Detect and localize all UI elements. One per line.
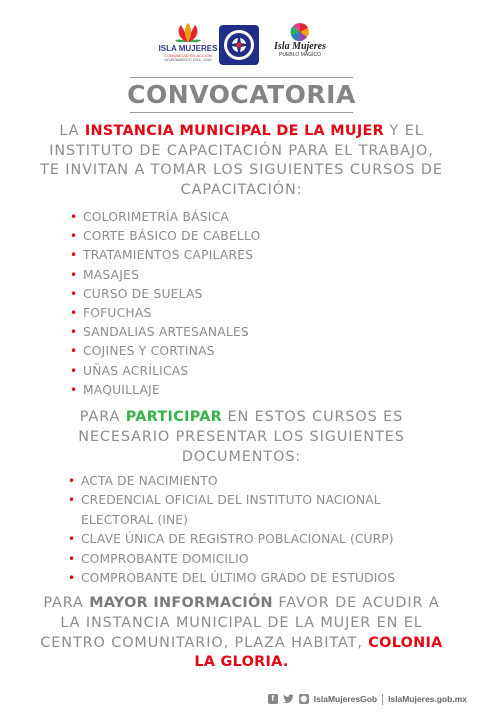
course-label: COLORIMETRÍA BÁSICA [83, 210, 229, 224]
info-highlight: MAYOR INFORMACIÓN [89, 595, 273, 611]
flower-icon [173, 22, 203, 44]
info-pre: PARA [43, 595, 90, 611]
bullet-icon: • [70, 325, 78, 340]
requirements-paragraph [40, 408, 443, 467]
participar-highlight: PARTICIPAR [125, 409, 223, 425]
facebook-icon[interactable]: f [268, 694, 278, 704]
course-label: UÑAS ACRÍLICAS [83, 363, 189, 378]
list-item [68, 472, 478, 491]
list-item [70, 304, 260, 323]
logo-left-title: ISLA MUJERES [158, 44, 218, 53]
website-link[interactable]: IslaMujeres.gob.mx [388, 694, 467, 704]
intro-pre: LA [59, 123, 85, 139]
page-title: CONVOCATORIA [127, 80, 356, 109]
list-item [68, 530, 478, 549]
intro-post: Y EL INSTITUTO DE CAPACITACIÓN PARA EL TRABAJO, TE INVITAN A TOMAR LOS SIGUIENTES CURSOS DE CAPACITACIÓN: [40, 123, 443, 198]
participar-post: EN ESTOS CURSOS ES NECESARIO PRESENTAR LOS SIGUIENTES DOCUMENTOS: [78, 409, 405, 465]
course-label: TRATAMIENTOS CAPILARES [83, 248, 254, 263]
bullet-icon: • [68, 532, 76, 547]
list-item [70, 285, 260, 304]
bullet-icon: • [70, 248, 78, 263]
document-label: CREDENCIAL OFICIAL DEL INSTITUTO NACIONAL [81, 493, 381, 508]
document-label: COMPROBANTE DEL ÚLTIMO GRADO DE ESTUDIOS [81, 571, 396, 586]
bullet-icon: • [70, 229, 78, 244]
logo-right-subtitle: PUEBLO MÁGICO [279, 52, 321, 58]
logo-left-subtitle: COMUNIDAD EN ACCIÓN [164, 53, 212, 58]
bullet-icon: • [68, 551, 76, 566]
twitter-icon[interactable] [283, 694, 294, 704]
list-item [70, 362, 260, 381]
documents-list [68, 472, 478, 588]
list-item [68, 569, 478, 588]
course-label: SANDALIAS ARTESANALES [83, 325, 249, 340]
bullet-icon: • [68, 571, 76, 586]
courses-list [70, 208, 260, 400]
participar-pre: PARA [79, 409, 126, 425]
course-label: MASAJES [83, 267, 140, 282]
bullet-icon: • [70, 306, 78, 321]
course-label: COJINES Y CORTINAS [83, 344, 215, 359]
list-item [68, 511, 478, 530]
title-bottom-rule [130, 112, 353, 113]
course-label: CURSO DE SUELAS [83, 286, 203, 301]
document-label: ACTA DE NACIMIENTO [81, 474, 218, 488]
municipal-seal [218, 24, 260, 66]
list-item [70, 342, 260, 361]
title-top-rule [130, 77, 353, 78]
course-label: MAQUILLAJE [83, 382, 160, 397]
list-item [70, 208, 260, 227]
logo-left-term: AYUNTAMIENTO 2016 - 2018 [164, 58, 212, 62]
footer-separator [382, 694, 383, 705]
document-label: COMPROBANTE DOMICILIO [81, 551, 249, 566]
bullet-icon: • [70, 344, 78, 359]
list-item [70, 227, 260, 246]
intro-highlight: INSTANCIA MUNICIPAL DE LA MUJER [84, 123, 385, 139]
footer [0, 688, 483, 710]
social-bar [268, 688, 467, 710]
document-label: CLAVE ÚNICA DE REGISTRO POBLACIONAL (CURP) [81, 532, 394, 547]
list-item [70, 323, 260, 342]
bullet-icon: • [70, 267, 78, 282]
list-item [70, 381, 260, 400]
logo-right-title: Isla Mujeres [274, 41, 326, 52]
bullet-icon: • [68, 474, 76, 488]
header-logos [0, 22, 483, 72]
bullet-icon: • [70, 210, 78, 224]
social-handle[interactable]: IslaMujeresGob [313, 694, 378, 704]
info-paragraph [40, 594, 443, 673]
course-label: CORTE BÁSICO DE CABELLO [83, 229, 261, 244]
course-label: FOFUCHAS [83, 306, 152, 321]
pueblo-magico-logo [264, 22, 336, 58]
bullet-icon: • [70, 286, 78, 301]
pinwheel-icon [289, 22, 311, 42]
intro-paragraph [40, 122, 443, 200]
list-item [70, 246, 260, 265]
bullet-icon: • [70, 382, 78, 397]
instagram-icon[interactable]: ◉ [300, 694, 308, 703]
bullet-icon: • [68, 493, 76, 508]
info-location: COLONIA LA GLORIA. [194, 634, 443, 671]
list-item [68, 550, 478, 569]
bullet-icon: • [70, 363, 78, 378]
seal-icon [218, 24, 260, 66]
list-item [70, 266, 260, 285]
list-item [68, 491, 478, 510]
document-label: ELECTORAL (INE) [81, 512, 189, 527]
isla-mujeres-logo [152, 22, 224, 62]
info-mid: FAVOR DE ACUDIR A LA INSTANCIA MUNICIPAL DE LA MUJER EN EL CENTRO COMUNITARIO, PLAZA HABITAT, [40, 595, 440, 651]
